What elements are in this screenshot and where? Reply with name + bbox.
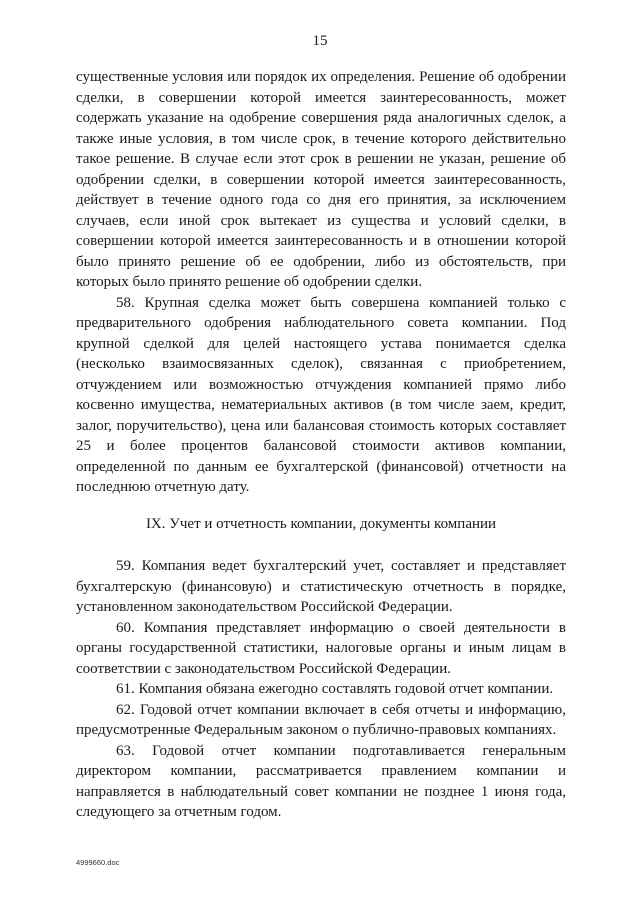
paragraph-continuation: существенные условия или порядок их определения. Решение об одобрении сделки, в совершении которой имеется заинтересованность, может содержать указание на одобрение совершения ряда аналогичных сделок, а также иные условия, в том числе срок, в течение которого действительно такое решение. В случае если этот срок в решении не указан, решение об одобрении сделки, в совершении которой имеется заинтересованность, действует в течение одного года со дня его принятия, за исключением случаев, если иной срок вытекает из существа и условий сделки, в совершении которой имеется заинтересованность и в отношении которой было принято решение об ее одобрении, либо из обстоятельств, при которых было принято решение об одобрении сделки. [76,69,566,290]
paragraph-59: 59. Компания ведет бухгалтерский учет, составляет и представляет бухгалтерскую (финансовую) и статистическую отчетность в порядке, установленном законодательством Российской Федерации. [76,558,566,615]
paragraph-58: 58. Крупная сделка может быть совершена компанией только с предварительного одобрения наблюдательного совета компании. Под крупной сделкой для целей настоящего устава понимается сделка (несколько взаимосвязанных сделок), связанная с приобретением, отчуждением или возможностью отчуждения компанией прямо либо косвенно имущества, нематериальных активов (в том числе заем, кредит, залог, поручительство), цена или балансовая стоимость которых составляет 25 и более процентов балансовой стоимости активов компании, определенной по данным ее бухгалтерской (финансовой) отчетности на последнюю отчетную дату. [76,294,566,495]
footer-doc-id: 4999660.doc [76,858,120,867]
paragraph-63: 63. Годовой отчет компании подготавливается генеральным директором компании, рассматривается правлением компании и направляется в наблюдательный совет компании не позднее 1 июня года, следующего за отчетным годом. [76,742,566,820]
paragraph-61: 61. Компания обязана ежегодно составлять годовой отчет компании. [116,681,554,697]
document-body [76,67,566,823]
paragraph-62: 62. Годовой отчет компании включает в себя отчеты и информацию, предусмотренные Федеральным законом о публично-правовых компаниях. [76,701,566,738]
section-heading: IX. Учет и отчетность компании, документы компании [145,515,497,532]
paragraph-60: 60. Компания представляет информацию о своей деятельности в органы государственной статистики, налоговые органы и иным лицам в соответствии с законодательством Российской Федерации. [76,619,566,677]
page-number: 15 [312,33,328,49]
